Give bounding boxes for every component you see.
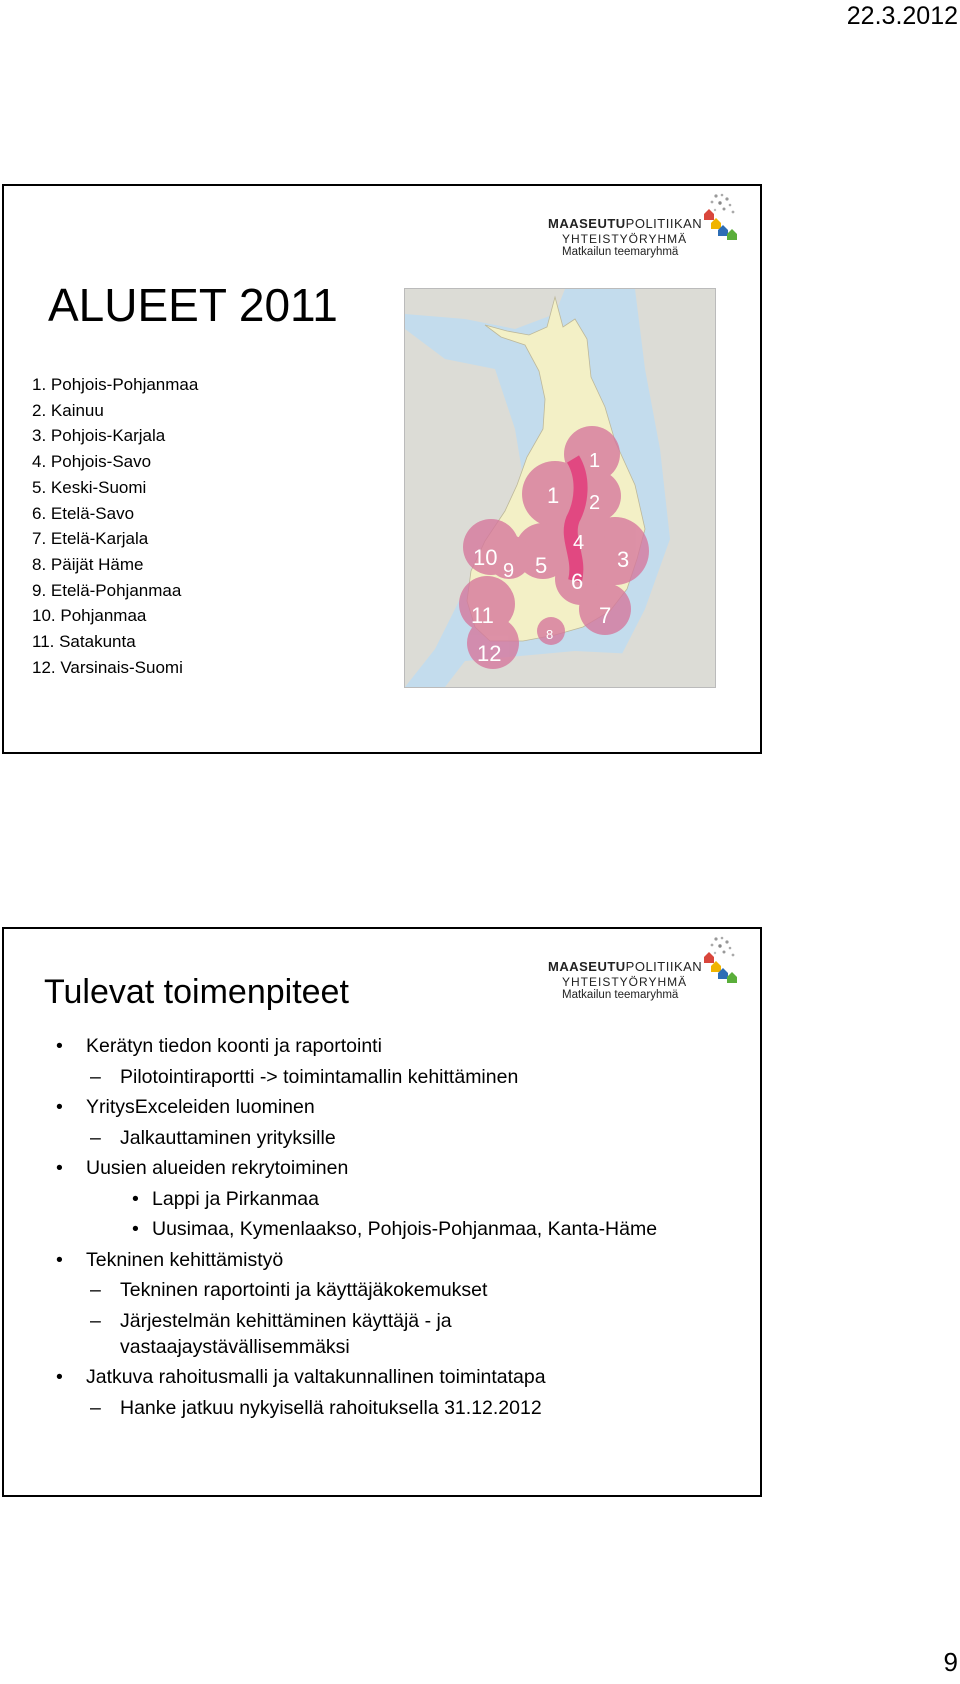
region-item: 1. Pohjois-Pohjanmaa [32, 375, 199, 394]
region-item: 6. Etelä-Savo [32, 503, 135, 523]
region-item: 12. Varsinais-Suomi [32, 657, 183, 677]
logo-houses-icon [702, 192, 738, 242]
map-label-8: 8 [546, 627, 554, 642]
region-item: 11. Satakunta [32, 632, 136, 652]
logo-text-bold: MAASEUTU [548, 959, 626, 974]
region-list [32, 372, 198, 680]
map-label-12: 12 [477, 641, 502, 666]
region-item: 4. Pohjois-Savo [32, 452, 152, 472]
region-item: 5. Keski-Suomi [32, 477, 147, 497]
bullet-item: • Jatkuva rahoitusmalli ja valtakunnallinen toimintatapa [54, 1364, 744, 1390]
region-item: 2. Kainuu [32, 400, 104, 420]
logo-text-light: POLITIIKAN [625, 959, 703, 974]
map-label-7: 7 [599, 603, 612, 628]
finland-region-map [404, 288, 716, 688]
map-label-9: 9 [503, 560, 515, 582]
bullet-list [54, 1033, 744, 1425]
logo-text-line3: Matkailun teemaryhmä [562, 246, 679, 258]
sub-bullet-item: – Jalkauttaminen yrityksille [54, 1125, 744, 1151]
slide-title: Tulevat toimenpiteet [44, 973, 349, 1011]
logo-houses-icon [702, 935, 738, 985]
bullet-item: • Kerätyn tiedon koonti ja raportointi [54, 1033, 744, 1059]
bullet-item: • Uusien alueiden rekrytoiminen [54, 1155, 744, 1181]
sub-bullet-item: – Tekninen raportointi ja käyttäjäkokemukset [54, 1277, 744, 1303]
map-label-1b: 1 [589, 450, 601, 472]
logo-text-line2: YHTEISTYÖRYHMÄ [562, 975, 688, 989]
slide-title: ALUEET 2011 [48, 279, 338, 331]
map-label-2: 2 [589, 492, 601, 514]
sub-sub-bullet-item: • Uusimaa, Kymenlaakso, Pohjois-Pohjanmaa, Kanta-Häme [54, 1216, 744, 1242]
bullet-item: • YritysExceleiden luominen [54, 1094, 744, 1120]
slide-future-actions [2, 927, 762, 1497]
bullet-item: • Tekninen kehittämistyö [54, 1247, 744, 1273]
logo-text-line3: Matkailun teemaryhmä [562, 989, 679, 1001]
map-label-4: 4 [573, 532, 585, 554]
slide-regions-2011 [2, 184, 762, 754]
sub-bullet-item: – Pilotointiraportti -> toimintamallin kehittäminen [54, 1064, 744, 1090]
region-item: 7. Etelä-Karjala [32, 529, 149, 549]
maaseutupolitiikka-logo [548, 935, 738, 999]
sub-bullet-item: – Hanke jatkuu nykyisellä rahoituksella 31.12.2012 [54, 1395, 744, 1421]
logo-text-line2: YHTEISTYÖRYHMÄ [562, 232, 688, 246]
sub-sub-bullet-item: • Lappi ja Pirkanmaa [54, 1186, 744, 1212]
page-date: 22.3.2012 [846, 2, 958, 30]
norway-land [405, 289, 565, 329]
map-label-3: 3 [617, 547, 630, 572]
page-number: 9 [943, 1647, 958, 1677]
map-label-10: 10 [473, 545, 498, 570]
sub-bullet-item: – Järjestelmän kehittäminen käyttäjä - ja vastaajaystävällisemmäksi [54, 1308, 530, 1360]
region-item: 9. Etelä-Pohjanmaa [32, 580, 182, 600]
region-item: 3. Pohjois-Karjala [32, 426, 166, 446]
region-item: 8. Päijät Häme [32, 554, 144, 574]
maaseutupolitiikka-logo [548, 192, 738, 256]
map-label-5: 5 [535, 553, 548, 578]
map-label-11: 11 [471, 603, 494, 628]
map-label-1a: 1 [547, 483, 560, 508]
logo-text-bold: MAASEUTU [548, 216, 626, 231]
logo-text-light: POLITIIKAN [625, 216, 703, 231]
region-item: 10. Pohjanmaa [32, 606, 147, 626]
finland-map-svg [405, 289, 715, 687]
map-label-6: 6 [571, 569, 584, 594]
